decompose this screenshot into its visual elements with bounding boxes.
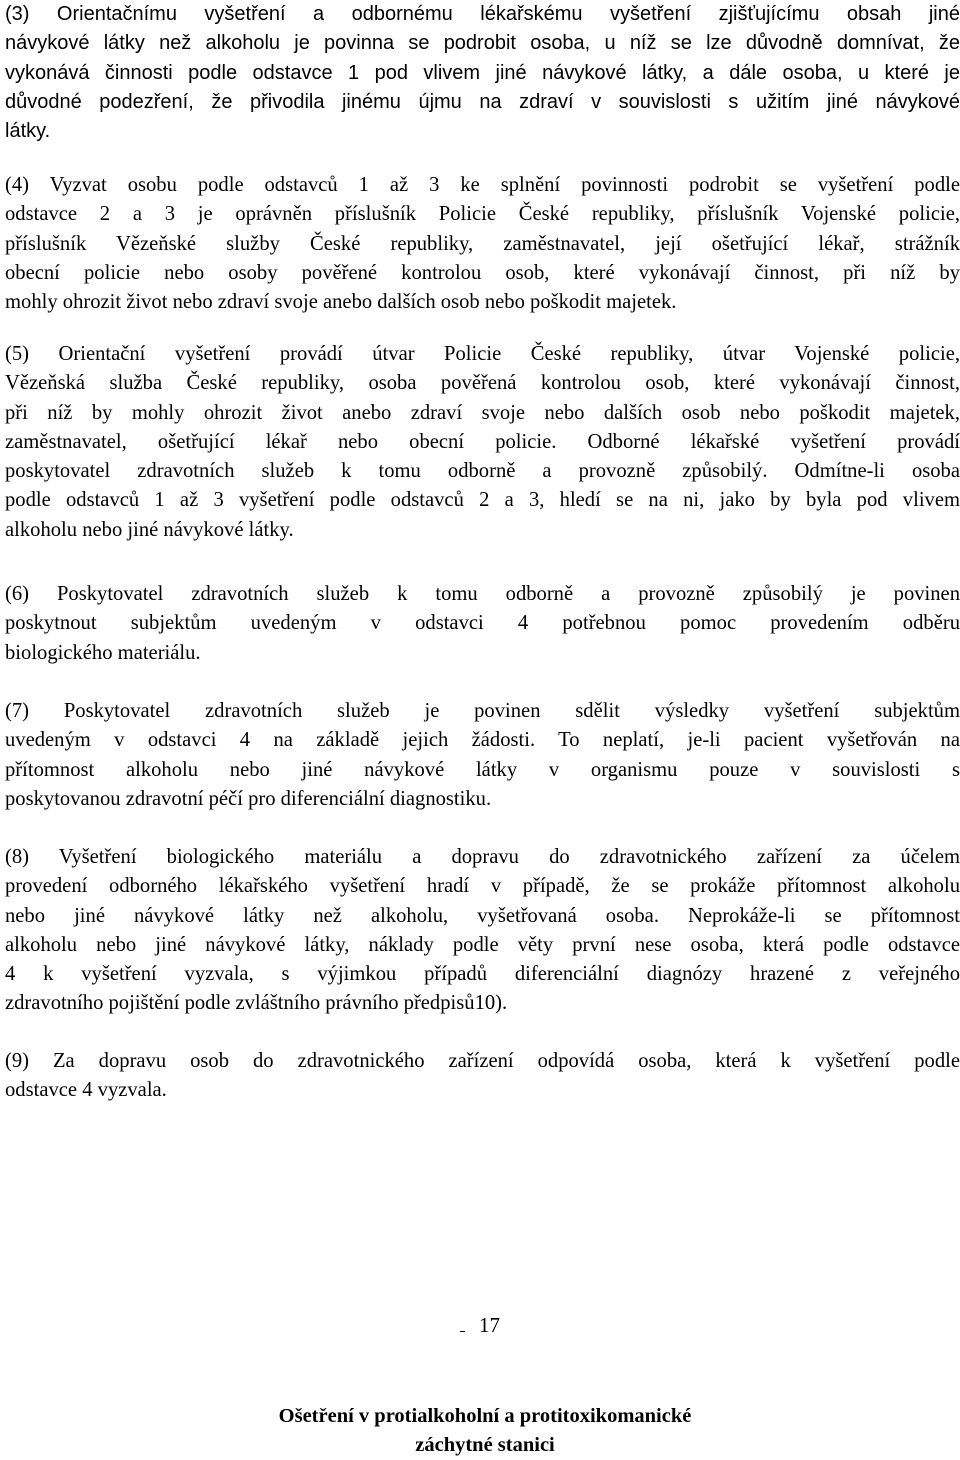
text-line: provedení odborného lékařského vyšetření hradí v případě, že se prokáže přítomnost alkoholu <box>5 875 960 898</box>
page-number <box>0 1311 960 1339</box>
text-line: mohly ohrozit život nebo zdraví svoje anebo dalších osob nebo poškodit majetek. <box>5 291 677 314</box>
text-line: uvedeným v odstavci 4 na základě jejich žádosti. To neplatí, je-li pacient vyšetřován na <box>5 729 960 752</box>
text-line: zaměstnavatel, ošetřující lékař nebo obecní policie. Odborné lékařské vyšetření provádí <box>5 430 960 453</box>
text-line: (8) Vyšetření biologického materiálu a dopravu do zdravotnického zařízení za účelem <box>5 846 960 868</box>
paragraph-6 <box>5 580 960 668</box>
footer-title <box>0 1402 960 1460</box>
text-line: Vězeňská služba České republiky, osoba pověřená kontrolou osob, které vykonávají činnost, <box>5 372 960 395</box>
text-line: alkoholu nebo jiné návykové látky. <box>5 518 294 541</box>
text-line: návykové látky než alkoholu je povinna se podrobit osoba, u níž se lze důvodně domnívat, že <box>5 32 960 55</box>
text-line: příslušník Vězeňské služby České republiky, zaměstnavatel, její ošetřující lékař, strážník <box>5 232 960 255</box>
text-line: (4) Vyzvat osobu podle odstavců 1 až 3 ke splnění povinnosti podrobit se vyšetření podle <box>5 174 960 196</box>
text-line: odstavce 4 vyzvala. <box>5 1079 167 1102</box>
text-line: 4 k vyšetření vyzvala, s výjimkou případů diferenciální diagnózy hrazené z veřejného <box>5 963 960 986</box>
underline-mark <box>460 1313 465 1332</box>
text-line: (7) Poskytovatel zdravotních služeb je povinen sdělit výsledky vyšetření subjektům <box>5 700 960 722</box>
text-line: odstavce 2 a 3 je oprávněn příslušník Policie České republiky, příslušník Vojenské policie, <box>5 203 960 226</box>
text-line: (6) Poskytovatel zdravotních služeb k tomu odborně a provozně způsobilý je povinen <box>5 583 960 605</box>
text-line: (9) Za dopravu osob do zdravotnického zařízení odpovídá osoba, která k vyšetření podle <box>5 1050 960 1072</box>
text-line: obecní policie nebo osoby pověřené kontrolou osob, které vykonávají činnost, při níž by <box>5 261 960 284</box>
footer-title-line-1: Ošetření v protialkoholní a protitoxikomanické <box>278 1405 692 1427</box>
paragraph-4 <box>5 171 960 317</box>
text-line: nebo jiné návykové látky než alkoholu, vyšetřovaná osoba. Neprokáže-li se přítomnost <box>5 904 960 927</box>
text-line: poskytovatel zdravotních služeb k tomu odborně a provozně způsobilý. Odmítne-li osoba <box>5 460 960 483</box>
paragraph-5 <box>5 340 960 545</box>
text-line: vykonává činnosti podle odstavce 1 pod vlivem jiné návykové látky, a dále osoba, u které je <box>5 61 960 84</box>
paragraph-8 <box>5 843 960 1019</box>
text-line: důvodné podezření, že přivodila jinému újmu na zdraví v souvislosti s užitím jiné návykové <box>5 90 960 113</box>
paragraph-9 <box>5 1047 960 1106</box>
page-number-value: 17 <box>479 1313 500 1337</box>
text-line: (3) Orientačnímu vyšetření a odbornému lékařskému vyšetření zjišťujícímu obsah jiné <box>5 3 960 25</box>
text-line: biologického materiálu. <box>5 641 201 664</box>
text-line: při níž by mohly ohrozit život anebo zdraví svoje nebo dalších osob nebo poškodit majetek, <box>5 401 960 424</box>
text-line: (5) Orientační vyšetření provádí útvar Policie České republiky, útvar Vojenské policie, <box>5 343 960 365</box>
text-line: poskytovanou zdravotní péčí pro diferenciální diagnostiku. <box>5 787 492 810</box>
footer-title-line-2: záchytné stanici <box>415 1434 555 1456</box>
text-line: alkoholu nebo jiné návykové látky, náklady podle věty první nese osoba, která podle odstavce <box>5 933 960 956</box>
text-line: podle odstavců 1 až 3 vyšetření podle odstavců 2 a 3, hledí se na ni, jako by byla pod vlivem <box>5 489 960 512</box>
paragraph-3 <box>5 0 960 146</box>
text-line: přítomnost alkoholu nebo jiné návykové látky v organismu pouze v souvislosti s <box>5 758 960 781</box>
text-line: zdravotního pojištění podle zvláštního právního předpisů10). <box>5 992 508 1015</box>
text-line: látky. <box>5 120 51 143</box>
paragraph-7 <box>5 697 960 814</box>
text-line: poskytnout subjektům uvedeným v odstavci 4 potřebnou pomoc provedením odběru <box>5 612 960 635</box>
